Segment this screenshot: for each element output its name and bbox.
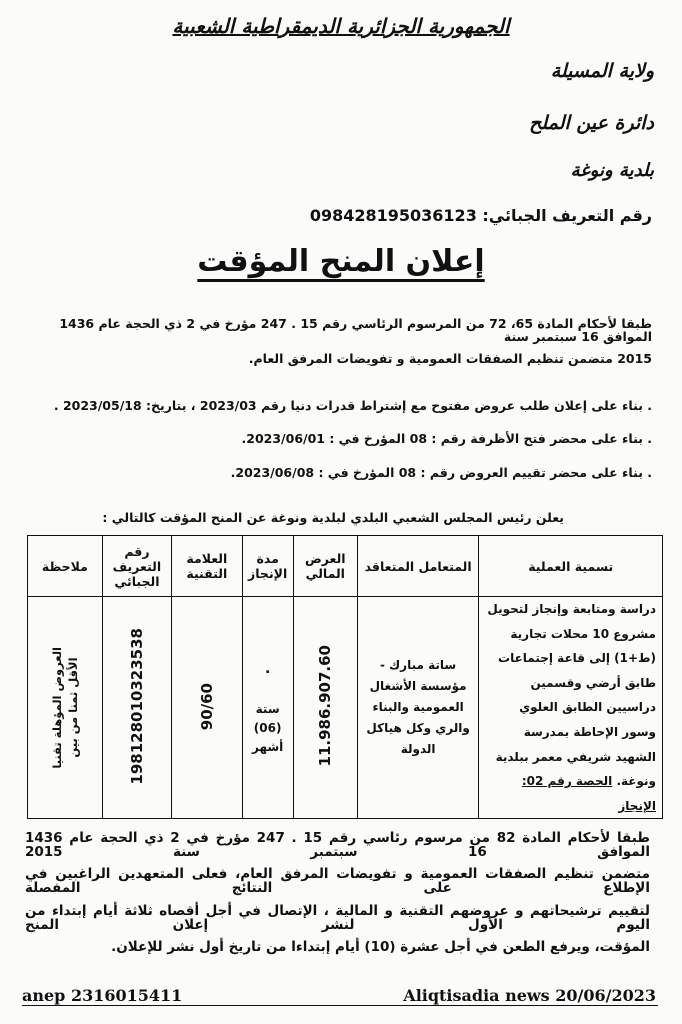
header-operation: تسمية العملية: [479, 536, 663, 597]
cell-tax-id: [102, 597, 171, 819]
header-note: ملاحظة: [28, 536, 103, 597]
anep-reference: anep 2316015411: [22, 986, 183, 1005]
daira-name: دائرة عين الملح: [529, 112, 654, 134]
publication-reference: Aliqtisadia news 20/06/2023: [403, 986, 656, 1005]
table-row: [28, 597, 663, 819]
header-tax-id: رقم التعريف الجبائي: [102, 536, 171, 597]
table-header-row: [28, 536, 663, 597]
note-line-2: العروض المؤهلة تقنيا: [49, 646, 64, 769]
header-technical-mark: العلامة التقنية: [172, 536, 242, 597]
cell-technical-mark: [172, 597, 242, 819]
closing-line-3: لتقييم ترشيحاتهم و عروضهم التقنية و المالية ، الإتصال في أجل أقصاه ثلاثة أيام إبتداء من اليوم الأول لنشر إعلان المنح: [25, 903, 650, 933]
page-title: إعلان المنح المؤقت: [197, 244, 485, 279]
operation-lot: الحصة رقم 02: الإنجاز: [521, 774, 656, 813]
closing-line-1: طبقا لأحكام المادة 82 من مرسوم رئاسي رقم 15 . 247 مؤرخ في 2 ذي الحجة عام 1436 الموافق 16 سبتمبر سنة 2015: [25, 830, 650, 860]
cell-duration: [242, 597, 293, 819]
duration-value: ستة (06) أشهر: [251, 702, 284, 755]
award-announcement: يعلن رئيس المجلس الشعبي البلدي لبلدية ونوغة عن المنح المؤقت كالتالي :: [102, 510, 564, 525]
evaluation-minutes-ref: . بناء على محضر تقييم العروض رقم : 08 المؤرخ في : 2023/06/08.: [230, 465, 652, 480]
technical-mark-value: 90/60: [197, 682, 216, 730]
cell-contractor: ساتة مبارك - مؤسسة الأشغال العمومية والبناء والري وكل هياكل الدولة: [357, 597, 479, 819]
closing-line-4: المؤقت، ويرفع الطعن في أجل عشرة (10) أيام إبتداءا من تاريخ أول نشر للإعلان.: [111, 939, 650, 955]
header-contractor: المتعامل المتعاقد: [357, 536, 479, 597]
header-offer: العرض المالي: [293, 536, 357, 597]
closing-line-2: متضمن تنظيم الصفقات العمومية و تفويضات المرفق العام، فعلى المتعهدين الراغبين في الإطلاع على النتائج المفصلة: [25, 866, 650, 896]
opening-minutes-ref: . بناء على محضر فتح الأظرفة رقم : 08 المؤرخ في : 2023/06/01.: [241, 431, 652, 446]
tax-id-value: 198128010323538: [127, 627, 146, 785]
legal-basis-line-2: 2015 متضمن تنظيم الصفقات العمومية و تفويضات المرفق العام.: [248, 351, 652, 366]
award-table: [27, 535, 663, 819]
cell-note: [28, 597, 103, 819]
offer-amount: 11.986.907.60: [316, 645, 335, 767]
tax-id-line: رقم التعريف الجبائي: 098428195036123: [309, 206, 652, 225]
baladia-name: بلدية ونوغة: [570, 160, 654, 181]
note-line-1: الأقل ثمنا من بين: [65, 657, 80, 758]
operation-description: دراسة ومتابعة وإنجاز لتحويل مشروع 10 محلات تجارية (ط+1) إلى قاعة إجتماعات طابق أرضي وقسمين دراسيين الطابق العلوي وسور الإحاطة بمدرسة الشهيد شريفي معمر ببلدية ونوغة.: [487, 602, 656, 789]
tender-announcement-ref: . بناء على إعلان طلب عروض مفتوح مع إشتراط قدرات دنيا رقم 2023/03 ، بتاريخ: 2023/05/18 .: [53, 398, 652, 413]
header-duration: مدة الإنجاز: [242, 536, 293, 597]
cell-offer: [293, 597, 357, 819]
footer-rule: [22, 1005, 658, 1006]
legal-basis-line-1: طبقا لأحكام المادة 65، 72 من المرسوم الرئاسي رقم 15 . 247 مؤرخ في 2 ذي الحجة عام 1436 الموافق 16 سبتمبر سنة: [59, 316, 652, 344]
wilaya-name: ولاية المسيلة: [550, 60, 654, 82]
republic-header: الجمهورية الجزائرية الديمقراطية الشعبية: [172, 14, 510, 38]
duration-mark: .: [264, 660, 271, 677]
cell-operation: [479, 597, 663, 819]
